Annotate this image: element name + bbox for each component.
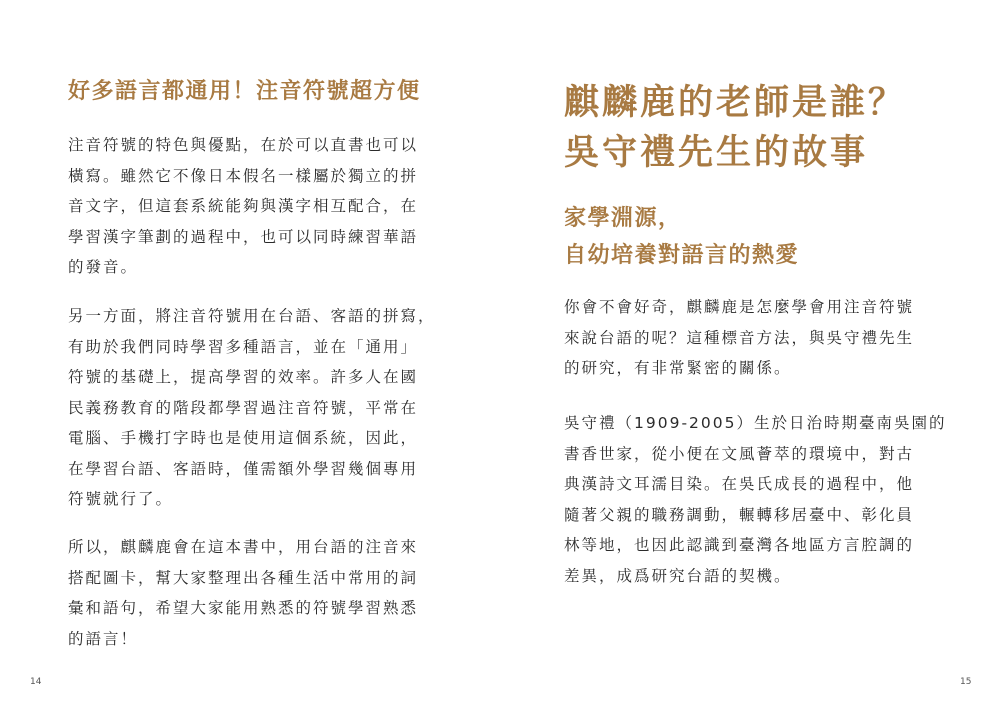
text-line: 有助於我們同時學習多種語言，並在「通用」: [68, 337, 419, 356]
text-line: 彙和語句，希望大家能用熟悉的符號學習熟悉: [68, 599, 419, 617]
text-line: 書香世家，從小便在文風薈萃的環境中，對古: [564, 444, 915, 463]
text-line: 你會不會好奇，麒麟鹿是怎麼學會用注音符號: [564, 298, 915, 316]
text-line: 音文字，但這套系統能夠與漢字相互配合，在: [68, 197, 419, 215]
text-line: 符號就行了。: [68, 490, 174, 508]
right-page: [500, 0, 1000, 707]
text-line: 民義務教育的階段都學習過注音符號，平常在: [68, 398, 419, 417]
text-line: 符號的基礎上，提高學習的效率。許多人在國: [68, 368, 419, 386]
text-line: 在學習台語、客語時，僅需額外學習幾個專用: [68, 459, 419, 478]
text-line: 來說台語的呢？這種標音方法，與吳守禮先生: [564, 328, 915, 347]
right-page-subtitle: [564, 200, 799, 274]
text-line: 林等地，也因此認識到臺灣各地區方言腔調的: [564, 536, 915, 554]
right-paragraph-2: [564, 408, 947, 591]
subtitle-line: 自幼培養對語言的熱愛: [564, 243, 800, 268]
page-number-right: 15: [960, 677, 972, 687]
text-line: 電腦、手機打字時也是使用這個系統，因此，: [68, 429, 419, 447]
text-line: 典漢詩文耳濡目染。在吳氏成長的過程中，他: [564, 475, 915, 493]
right-page-title: [564, 78, 906, 178]
text-line: 學習漢字筆劃的過程中，也可以同時練習華語: [68, 227, 419, 246]
text-line: 搭配圖卡，幫大家整理出各種生活中常用的詞: [68, 568, 419, 587]
text-line: 的研究，有非常緊密的關係。: [564, 359, 792, 377]
right-paragraph-1: [564, 292, 914, 384]
text-line: 的發音。: [68, 258, 139, 276]
text-line: 吳守禮（1909-2005）生於日治時期臺南吳園的: [564, 414, 947, 432]
text-line: 另一方面，將注音符號用在台語、客語的拼寫，: [68, 307, 436, 325]
text-line: 的語言！: [68, 629, 139, 648]
left-page-heading: 好多語言都通用！注音符號超方便: [68, 79, 421, 104]
text-line: 隨著父親的職務調動，輾轉移居臺中、彰化員: [564, 505, 915, 524]
left-paragraph-3: [68, 532, 418, 654]
title-line: 吳守禮先生的故事: [564, 133, 869, 173]
left-paragraph-1: [68, 130, 418, 283]
subtitle-line: 家學淵源，: [564, 206, 682, 231]
title-line: 麒麟鹿的老師是誰？: [564, 83, 907, 123]
left-paragraph-2: [68, 301, 436, 515]
text-line: 橫寫。雖然它不像日本假名一樣屬於獨立的拼: [68, 166, 419, 185]
page-number-left: 14: [30, 677, 42, 687]
text-line: 所以，麒麟鹿會在這本書中，用台語的注音來: [68, 538, 419, 556]
text-line: 差異，成爲研究台語的契機。: [564, 566, 792, 585]
text-line: 注音符號的特色與優點，在於可以直書也可以: [68, 136, 419, 154]
